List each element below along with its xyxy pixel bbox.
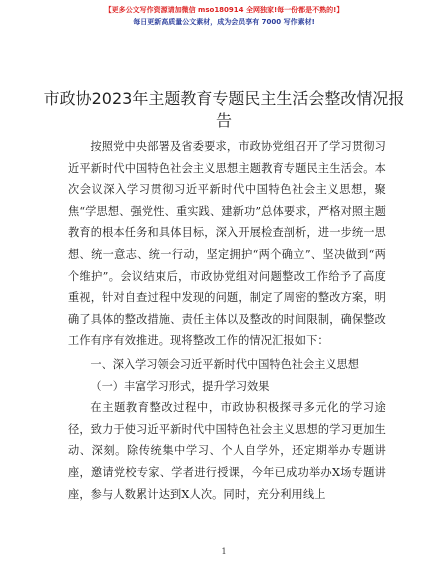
section-heading-1: 一、深入学习领会习近平新时代中国特色社会主义思想 xyxy=(90,357,359,371)
document-body xyxy=(68,136,386,505)
intro-paragraph: 按照党中央部署及省委要求，市政协党组召开了学习贯彻习近平新时代中国特色社会主义思想主题教育专题民主生活会。本次会议深入学习贯彻习近平新时代中国特色社会主义思想，聚焦“学思想、强党性、重实践、建新功”总体要求，严格对照主题教育的根本任务和具体目标，深入开展检查剖析，进一步统一思想、统一意志、统一行动，坚定拥护“两个确立”、坚决做到“两个维护”。会议结束后，市政协党组对问题整改工作给予了高度重视，针对自查过程中发现的问题，制定了周密的整改方案，明确了具体的整改措施、责任主体以及整改的时间限制，确保整改工作有序有效推进。现将整改工作的情况汇报如下： xyxy=(68,140,386,348)
promo-banner-blue: 每日更新高质量公文素材，成为会员享有 7000 写作素材! xyxy=(133,18,315,26)
page-number: 1 xyxy=(221,547,227,556)
body-paragraph-2: 在主题教育整改过程中，市政协积极探寻多元化的学习途径，致力于使习近平新时代中国特色社会主义思想的学习更加生动、深刻。除传统集中学习、个人自学外，还定期举办专题讲座，邀请党校专家、学者进行授课，今年已成功举办X场专题讲座，参与人数累计达到X人次。同时，充分利用线上 xyxy=(68,401,386,501)
subsection-heading-1: （一）丰富学习形式，提升学习效果 xyxy=(90,379,270,393)
promo-banner-red: 【更多公文写作资源请加微信 mso180914 全网独家!每一份都是不熟的!】 xyxy=(104,6,344,14)
document-title: 市政协2023年主题教育专题民主生活会整改情况报告 xyxy=(43,89,405,130)
